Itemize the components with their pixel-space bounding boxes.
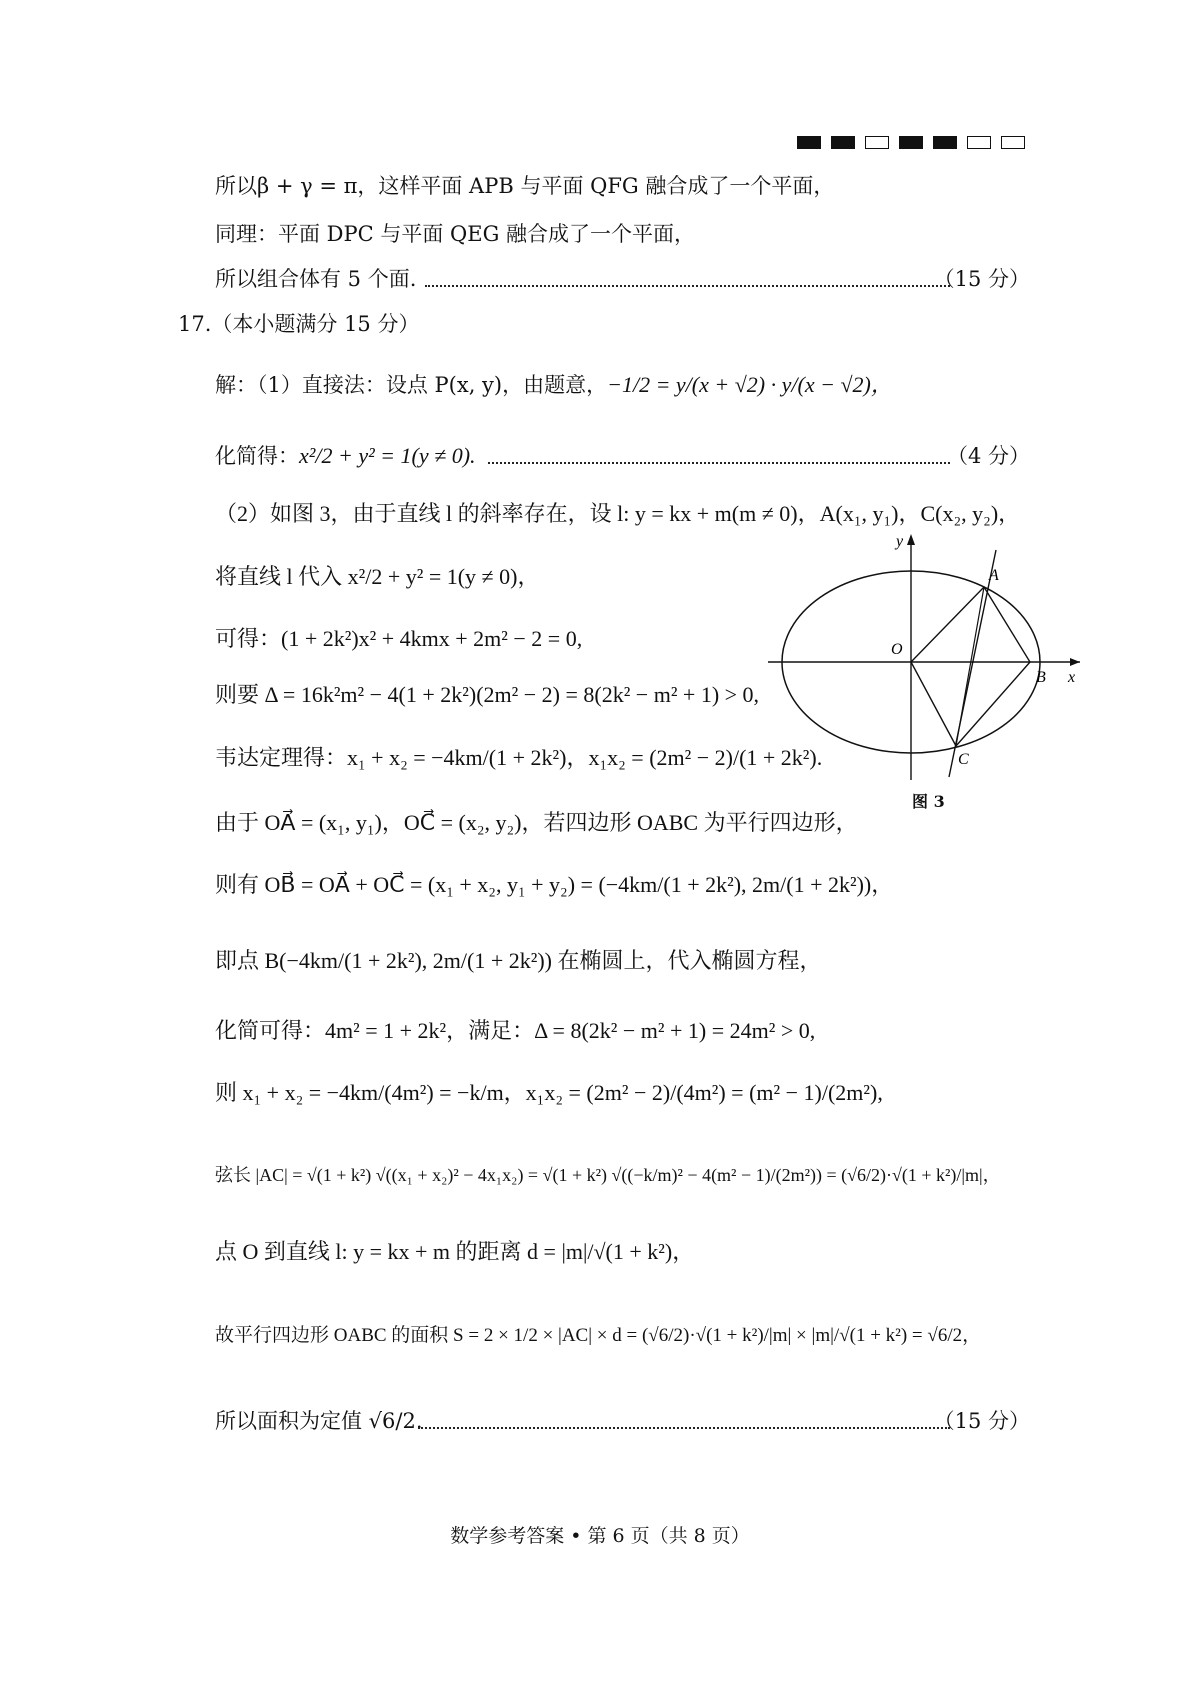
progress-mark [967,136,991,149]
score-15-b: （15 分） [933,1409,1030,1433]
solution-line-7: 韦达定理得：x₁ + x₂ = −4km/(1 + 2k²)，x₁x₂ = (2m² − 2)/(1 + 2k²). [215,745,823,770]
score-4: （4 分） [946,444,1030,468]
figure-3-ellipse [768,532,1088,782]
solution-line-5: 可得：(1 + 2k²)x² + 4kmx + 2m² − 2 = 0, [215,626,583,651]
solution-line-4: 将直线 l 代入 x²/2 + y² = 1(y ≠ 0)， [215,564,540,589]
x-axis-arrow [1070,658,1080,666]
progress-marks [797,136,1025,149]
progress-mark [865,136,889,149]
origin-label: O [891,641,903,658]
solution-line-1-eq: −1/2 = y/(x + √2) · y/(x − √2)， [607,372,893,397]
progress-mark [831,136,855,149]
solution-line-13: 弦长 |AC| = √(1 + k²) √((x₁ + x₂)² − 4x₁x₂) = √(1 + k²) √((−k/m)² − 4(m² − 1)/(2m²)) = (√6/2)·√(1 + k²)/|m|， [215,1165,1001,1185]
solution-line-12: 则 x₁ + x₂ = −4km/(4m²) = −k/m，x₁x₂ = (2m² − 2)/(4m²) = (m² − 1)/(2m²), [215,1080,883,1105]
solution-line-6: 则要 Δ = 16k²m² − 4(1 + 2k²)(2m² − 2) = 8(2k² − m² + 1) > 0, [215,682,760,707]
solution-line-9: 则有 OB⃗ = OA⃗ + OC⃗ = (x₁ + x₂, y₁ + y₂) = (−4km/(1 + 2k²), 2m/(1 + 2k²))， [215,872,894,897]
solution-line-1 [215,370,893,400]
solution-line-1-lead: 解：（1）直接法：设点 P(x, y)，由题意， [215,373,608,397]
y-axis-label: y [896,533,904,550]
solution-line-14: 点 O 到直线 l: y = kx + m 的距离 d = |m|/√(1 + k²)， [215,1239,695,1264]
dot-leader [418,1427,950,1429]
line-2: 同理：平面 DPC 与平面 QEG 融合成了一个平面， [215,222,696,246]
question-17-title: 17.（本小题满分 15 分） [178,312,420,336]
solution-line-15: 故平行四边形 OABC 的面积 S = 2 × 1/2 × |AC| × d = (√6/2)·√(1 + k²)/|m| × |m|/√(1 + k²) = √6/2， [215,1325,982,1346]
solution-line-8: 由于 OA⃗ = (x₁, y₁)，OC⃗ = (x₂, y₂)，若四边形 OABC 为平行四边形， [215,810,858,835]
progress-mark [797,136,821,149]
solution-line-16: 所以面积为定值 √6/2. [215,1409,423,1433]
solution-line-10: 即点 B(−4km/(1 + 2k²), 2m/(1 + 2k²)) 在椭圆上，代入椭圆方程， [215,948,822,973]
y-axis-arrow [907,534,915,545]
point-b-label: B [1036,669,1046,686]
progress-mark [1001,136,1025,149]
solution-line-2 [215,441,476,471]
point-c-label: C [958,751,969,768]
solution-line-11: 化简可得：4m² = 1 + 2k²，满足：Δ = 8(2k² − m² + 1) = 24m² > 0, [215,1018,816,1043]
page-footer: 数学参考答案 • 第 6 页（共 8 页） [450,1525,750,1547]
point-a-label: A [989,567,999,584]
dot-leader [488,462,950,464]
solution-line-3: （2）如图 3，由于直线 l 的斜率存在，设 l: y = kx + m(m ≠ 0)，A(x₁, y₁)，C(x₂, y₂)， [215,501,1021,526]
progress-mark [933,136,957,149]
line-3: 所以组合体有 5 个面. [215,267,417,291]
score-15-a: （15 分） [933,267,1030,291]
x-axis-label: x [1068,669,1076,686]
solution-line-2-eq: x²/2 + y² = 1(y ≠ 0). [299,443,476,468]
progress-mark [899,136,923,149]
line-1: 所以β + γ = π，这样平面 APB 与平面 QFG 融合成了一个平面， [215,174,835,198]
solution-line-2-lead: 化简得： [215,444,299,468]
figure-caption: 图 3 [912,792,945,811]
dot-leader [425,285,950,287]
